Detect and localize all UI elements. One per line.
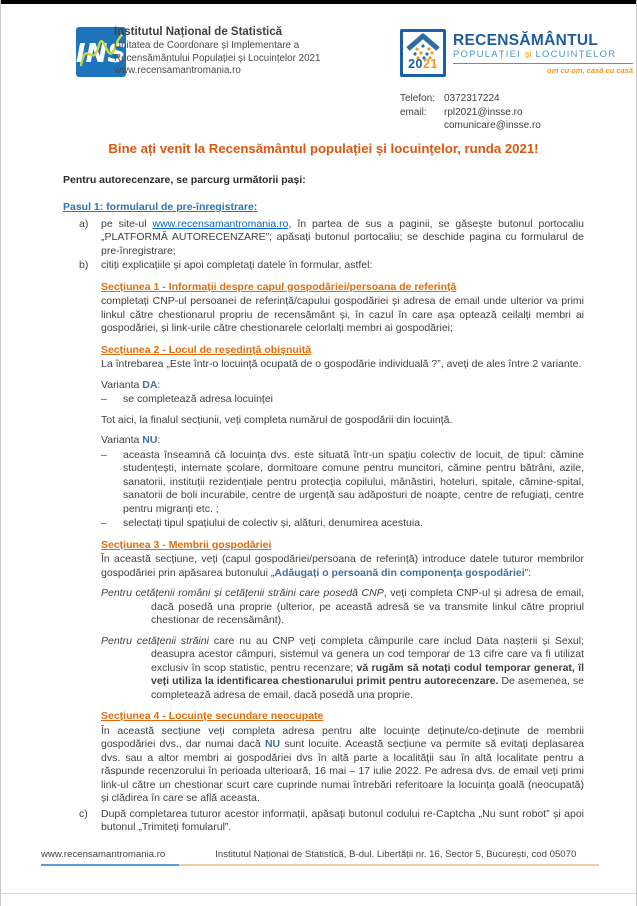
intro-text: Pentru autorecenzare, se parcurg următorii pași: [63, 173, 306, 186]
section2-body: La întrebarea „Este într-o locuință ocupată de o gospodărie individuală ?”, aveți de ales între 2 variante. [101, 358, 582, 370]
variant-label: Varianta [101, 434, 143, 446]
variant-da-line [101, 379, 584, 393]
section4-heading: Secțiunea 4 - Locuințe secundare neocupate [101, 710, 324, 722]
section1-body: completați CNP-ul persoanei de referință/capului gospodăriei și adresa de email unde ulterior va primi linkul către chestionarul propriu de recensământ și, în cazul în care așa optează ceilalți membri ai gospodăriei, și link-urile către chestionarele celorlalți membri ai gospodăriei; [101, 295, 584, 334]
variant-colon: : [157, 378, 161, 391]
census-logo [400, 29, 446, 77]
da-item-text: se completează adresa locuinței [123, 393, 274, 405]
document-body [63, 142, 584, 836]
dash-marker: – [101, 517, 107, 529]
add-person-button-label: Adăugați o persoană din componența gospodăriei [274, 566, 525, 579]
unit-line1: Unitatea de Coordonare și Implementare a [114, 40, 300, 51]
institute-name: Institutul Național de Statistică [114, 26, 283, 38]
section4-body-pre: În această secțiune veți completa adresa pentru alte locuințe deținute/co-deținute de membrii gospodăriei dvs., dar numai dacă [101, 724, 584, 750]
variant-nu-line [101, 434, 584, 448]
section2-heading: Secțiunea 2 - Locul de reședință obișnuită [101, 343, 312, 356]
para2-italic: Pentru cetățenii străini [101, 634, 209, 647]
svg-text:INS: INS [76, 39, 126, 69]
para2-bold: vă rugăm să notați codul temporar generat, îl veți utiliza la identificarea chestionarului primit pentru autorecenzare. [151, 661, 585, 687]
list-item-b [63, 259, 584, 273]
section2-note: Tot aici, la finalul secțiunii, veți completa numărul de gospodării din locuință. [101, 413, 453, 426]
list-item-b-text: citiți explicațiile și apoi completați datele în formular, astfel: [101, 259, 373, 271]
dash-marker: – [101, 393, 107, 405]
da-list-item [101, 393, 584, 407]
list-item-c-text: După completarea tuturor acestor informații, apăsați butonul codului re-Captcha „Nu sunt robot” și apoi butonul „Trimiteți fomularul”. [101, 807, 584, 833]
footer-divider-tan [179, 864, 599, 866]
nu-list-item-1 [101, 449, 584, 517]
section3-body [101, 553, 584, 580]
census-title: RECENSĂMÂNTUL [453, 32, 599, 49]
section3-body-post: ”: [524, 566, 532, 579]
census-year-21: 21 [423, 57, 438, 71]
para2-end: De asemenea, se completează adresa de email, dacă posedă una proprie. [151, 675, 584, 701]
footer-website-link[interactable]: www.recensamantromania.ro [41, 849, 166, 860]
top-border-bar [1, 0, 636, 4]
email-address-1: rpl2021@insse.ro [444, 106, 523, 118]
email-label: email: [400, 106, 427, 118]
footer-divider-blue [41, 864, 179, 866]
header-institution-block [114, 26, 374, 78]
section3-para1 [101, 587, 584, 628]
census-logo-text [453, 33, 633, 75]
unit-line2: Recensământului Populației și Locuințelor 2021 [114, 52, 321, 64]
bottom-border-line [1, 893, 636, 894]
list-item-c [63, 808, 584, 835]
header-website-link[interactable]: www.recensamantromania.ro [114, 65, 241, 76]
section3-body-pre: În această secțiune, veți (capul gospodăriei/persoana de referință) introduce datele tuturor membrilor gospodăriei prin apăsarea butonului „ [101, 553, 584, 579]
footer-address: Institutul Național de Statistică, B-dul. Libertății nr. 16, Sector 5, București, cod 05070 [215, 849, 577, 860]
section1-heading: Secțiunea 1 - Informații despre capul gospodăriei/persoana de referință [101, 280, 457, 293]
variant-label: Varianta [101, 378, 143, 391]
para1-rest: , veți completa CNP-ul și adresa de email, dacă posedă una proprie (ulterior, pe această adresă se va transmite linkul către propriul chestionar de recensământ). [151, 587, 584, 626]
list-marker-c: c) [79, 807, 88, 820]
footer-divider [41, 864, 599, 866]
contact-block [400, 92, 541, 133]
item-a-text-post: , în partea de sus a paginii, se găsește butonul portocaliu „PLATFORMĂ AUTORECENZARE”; apăsați butonul portocaliu; se deschide pagina cu formularul de pre-înregistrare; [101, 217, 585, 257]
census-tagline: om cu om, casă cu casă [547, 66, 633, 75]
page-footer [41, 849, 599, 866]
nu-item1-text: aceasta înseamnă că locuința dvs. este situată într-un spațiu colectiv de locuit, de tipul: cămine studențești, internate școlare, dormitoare comune pentru muncitori, cămine pentru bătrâni, azile, sanatorii, instituții rezidențiale pentru protecția copilului, mânăstiri, hoteluri, spitale, cămine-spital, sanatorii de boli incurabile, centre de urgență sau adăposturi de noapte, centre de refugiați, centre pentru migranți etc. ; [123, 448, 584, 515]
website-link[interactable]: www.recensamantromania.ro [152, 217, 289, 230]
census-subtitle [453, 49, 633, 64]
census-year-20: 20 [408, 57, 423, 71]
census-subtitle-locuintelor: LOCUINȚELOR [531, 49, 617, 60]
census-year [408, 58, 438, 70]
nu-list-item-2 [101, 517, 584, 531]
list-item-a-text [101, 218, 584, 259]
section-1 [101, 281, 584, 806]
section4-body [101, 725, 584, 806]
list-marker-b: b) [79, 259, 89, 271]
phone-value: 0372317224 [444, 93, 500, 104]
page-title: Bine ați venit la Recensământul populației și locuințelor, runda 2021! [108, 141, 539, 156]
dash-marker: – [101, 448, 107, 461]
census-subtitle-si: și [524, 49, 532, 60]
para2-mid: care nu au CNP veți completa câmpurile care includ Data nașterii și Sexul; deasupra acestor câmpuri, sistemul va genera un cod temporar de 13 cifre care va fi utilizat exclusiv în scop statistic, pentru recenzare; [151, 634, 584, 674]
variant-da-value: DA [142, 378, 158, 391]
variant-colon: : [157, 434, 161, 446]
nu-item2-text: selectați tipul spațiului de colectiv și, alături, denumirea acestuia. [123, 517, 423, 529]
variant-nu-value: NU [142, 434, 158, 446]
phone-label: Telefon: [400, 93, 436, 104]
para1-italic: Pentru cetățenii români și cetățenii străini care posedă CNP [101, 587, 384, 599]
step1-heading: Pasul 1: formularul de pre-înregistrare: [63, 201, 258, 213]
section3-para2 [101, 635, 584, 703]
list-item-a [63, 218, 584, 259]
email-label-spacer [400, 119, 444, 133]
item-a-text-pre: pe site-ul [101, 217, 153, 230]
section3-heading: Secțiunea 3 - Membrii gospodăriei [101, 538, 272, 551]
section4-nu: NU [264, 738, 281, 750]
email-address-2: comunicare@insse.ro [444, 120, 541, 131]
census-subtitle-populatiei: POPULAȚIEI [453, 49, 525, 60]
list-marker-a: a) [79, 217, 89, 230]
section4-body-post: sunt locuite. Această secțiune va permite să evitați deplasarea dvs. sau a altor membri ai gospodăriei dvs în altă parte a localității sau în altă localitate pentru a răspunde recenzorului în perioada ulterioară, 16 mai – 17 iulie 2022. Pe adresa dvs. de email veți primi link-ul către un chestionar scurt care cuprinde numai întrebări referitoare la locuința goală (neocupată) și clădirea în care se află aceasta. [101, 738, 585, 804]
